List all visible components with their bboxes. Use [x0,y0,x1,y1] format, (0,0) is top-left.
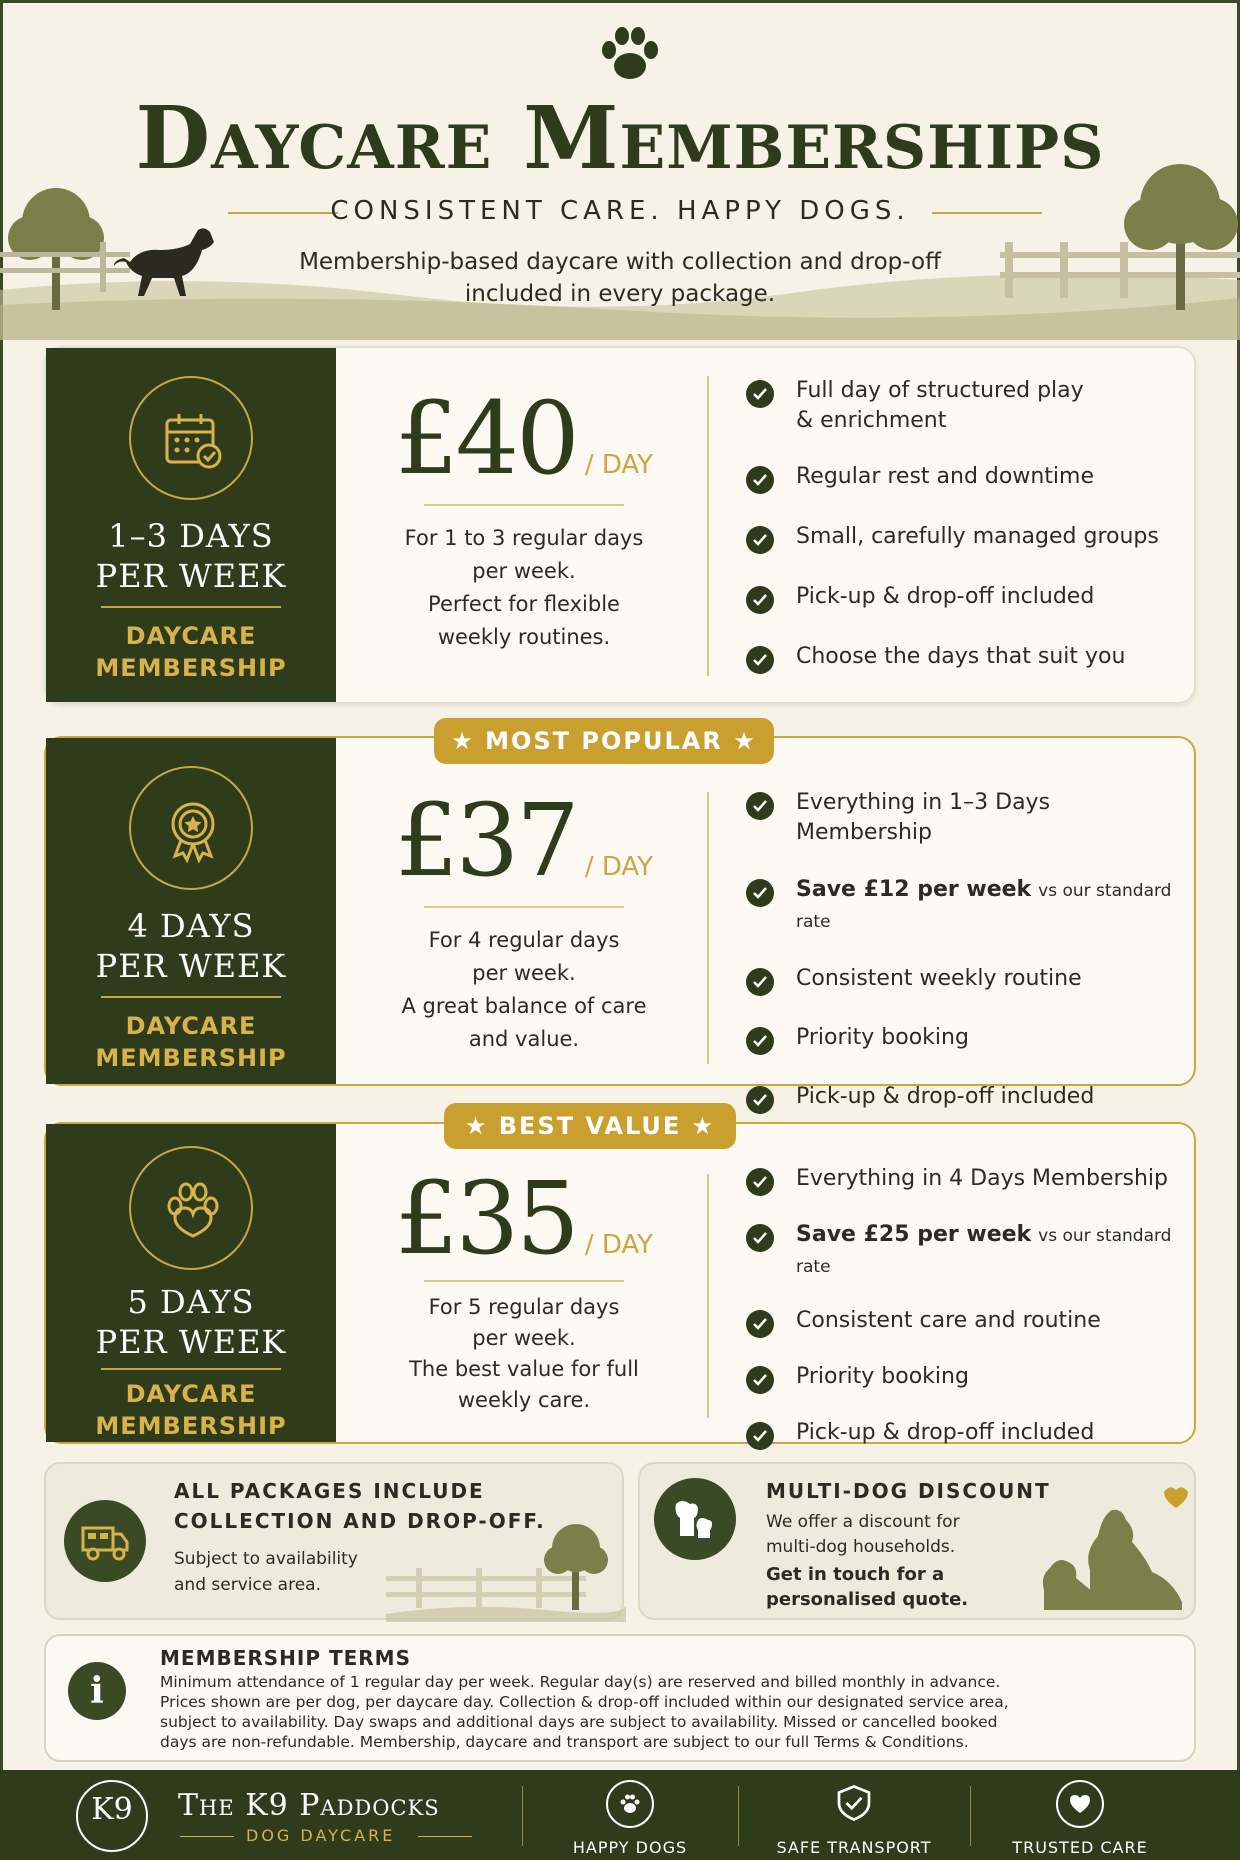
feature-text: Pick-up & drop-off included [796,1084,1095,1109]
plan-desc-line: per week. [472,1326,576,1350]
check-icon [746,1224,774,1252]
feature-item [746,1306,1186,1338]
feature-text: Consistent weekly routine [796,966,1082,991]
feature-item [746,1220,1186,1282]
plan-desc-line: The best value for full [409,1357,639,1381]
feature-item [746,462,1186,494]
plan-per-week: PER WEEK [95,1323,287,1361]
footer-item-label: TRUSTED CARE [1012,1838,1148,1857]
transport-heading: ALL PACKAGES INCLUDE [174,1479,485,1503]
transport-text-2: and service area. [174,1575,321,1595]
paw-icon [606,1780,654,1828]
plan-per-week: PER WEEK [95,947,287,985]
column-divider [707,1174,709,1418]
shield-check-icon [830,1780,878,1828]
check-icon [746,1366,774,1394]
transport-heading-2: COLLECTION AND DROP-OFF. [174,1509,546,1533]
multidog-cta-2: personalised quote. [766,1589,969,1610]
subtitle: Membership-based daycare with collection and drop-off included in every package. [299,249,941,307]
check-icon [746,646,774,674]
feature-text: Pick-up & drop-off included [796,584,1095,609]
plan-desc-line: weekly routines. [437,625,611,649]
plan-icon-ring [129,1146,253,1270]
plan-desc-line: and value. [468,1027,580,1051]
plan-price: £40 [394,380,577,497]
feature-text: Full day of structured play [796,378,1084,403]
multidog-text: We offer a discount for [766,1512,960,1532]
quote-link[interactable] [766,1562,996,1612]
feature-list [746,376,1186,674]
plan-side-panel [46,348,336,702]
two-dogs-icon [670,1496,720,1542]
footer-separator [970,1786,971,1846]
page-title: Daycare Memberships [135,88,1105,189]
plan-side-panel [46,1124,336,1442]
feature-item [746,1418,1186,1450]
plan-price: £35 [394,1160,577,1277]
award-rosette-icon [161,798,225,862]
feature-item [746,964,1186,996]
feature-item [746,1362,1186,1394]
feature-small-text: vs our standard rate [796,1226,1172,1277]
plan-price: £37 [394,782,577,899]
column-divider [707,376,709,676]
plan-description [336,1292,712,1416]
feature-item [746,522,1186,554]
feature-text: Everything in 1–3 Days Membership [796,790,1051,845]
feature-text: Consistent care and routine [796,1308,1101,1333]
fence-tree-illustration [386,1524,626,1622]
feature-item [746,642,1186,674]
plan-per-day: / DAY [584,1230,654,1260]
plan-membership-label-2: MEMBERSHIP [95,1044,287,1072]
check-icon [746,526,774,554]
plan-membership-label: DAYCARE [125,1012,257,1040]
plan-icon-ring [129,766,253,890]
check-icon [746,466,774,494]
paw-heart-icon [161,1178,225,1242]
header [0,0,1240,340]
terms-line: subject to availability. Day swaps and additional days are subject to availability. Missed or cancelled booked [160,1713,998,1731]
multi-dog-discount-box[interactable] [638,1462,1196,1620]
brand-name: The K9 Paddocks [178,1788,440,1823]
feature-item [746,1082,1186,1114]
check-icon [746,1422,774,1450]
plan-membership-label: DAYCARE [125,622,257,650]
check-icon [746,1027,774,1055]
brand-rule-right [418,1836,472,1837]
price-rule [424,504,624,506]
plan-desc-line: For 4 regular days [428,928,620,952]
plan-desc-line: Perfect for flexible [428,592,620,616]
transport-text: Subject to availability [174,1549,358,1569]
price-column [336,738,712,1084]
feature-text: Priority booking [796,1025,969,1050]
heart-icon [1056,1780,1104,1828]
feature-text-2: & enrichment [796,408,947,433]
feature-text: Choose the days that suit you [796,644,1126,669]
plan-per-week: PER WEEK [95,557,287,595]
transport-info-box [44,1462,624,1620]
feature-bold-text: Save £12 per week [796,877,1032,902]
van-icon [80,1518,130,1564]
price-rule [424,1280,624,1282]
plan-desc-line: per week. [472,559,576,583]
plan-description [336,522,712,654]
terms-text [160,1672,1180,1752]
terms-line: Prices shown are per dog, per daycare day. Collection & drop-off included within our designated service area, [160,1693,1009,1711]
calendar-icon [161,408,225,472]
feature-text: Small, carefully managed groups [796,524,1159,549]
check-icon [746,1310,774,1338]
check-icon [746,1086,774,1114]
footer-separator [522,1786,523,1846]
feature-small-text: vs our standard rate [796,881,1172,932]
feature-text: Regular rest and downtime [796,464,1094,489]
plan-days: 5 DAYS [127,1283,255,1321]
price-column [336,1124,712,1442]
multidog-icon-circle [654,1478,736,1560]
price-column [336,348,712,702]
side-divider [101,1368,281,1370]
logo [76,1780,148,1852]
plan-desc-line: For 1 to 3 regular days [404,526,644,550]
check-icon [746,879,774,907]
plan-desc-line: A great balance of care [401,994,647,1018]
feature-text: Everything in 4 Days Membership [796,1166,1169,1191]
logo-text: K9 [91,1792,133,1827]
plan-membership-label-2: MEMBERSHIP [95,1412,287,1440]
feature-list [746,788,1186,1114]
terms-line: Minimum attendance of 1 regular day per week. Regular day(s) are reserved and billed monthly in advance. [160,1673,1001,1691]
plan-desc-line: weekly care. [457,1388,591,1412]
plan-per-day: / DAY [584,450,654,480]
check-icon [746,380,774,408]
column-divider [707,792,709,1064]
plan-icon-ring [129,376,253,500]
feature-bold-text: Save £25 per week [796,1222,1032,1247]
check-icon [746,792,774,820]
footer-item-label: HAPPY DOGS [572,1838,688,1857]
paw-icon [595,20,665,90]
most-popular-badge: ★ MOST POPULAR ★ [434,718,774,764]
plan-card-1-3-days[interactable] [44,346,1196,704]
feature-text: Pick-up & drop-off included [796,1420,1095,1445]
multidog-heading: MULTI-DOG DISCOUNT [766,1479,1051,1503]
check-icon [746,968,774,996]
plan-card-5-days[interactable] [44,1122,1196,1444]
info-icon: i [68,1662,126,1720]
best-value-badge: ★ BEST VALUE ★ [444,1103,736,1149]
footer-item-safe-transport [754,1780,954,1857]
feature-item [746,376,1186,436]
multidog-cta: Get in touch for a [766,1564,945,1585]
feature-item [746,582,1186,614]
footer-item-label: SAFE TRANSPORT [776,1838,932,1857]
plan-description [336,924,712,1056]
feature-item [746,875,1186,937]
price-rule [424,906,624,908]
dogs-illustration [1000,1478,1196,1622]
footer-item-trusted-care [980,1780,1180,1857]
brand-rule-left [180,1836,234,1837]
check-icon [746,1168,774,1196]
feature-list [746,1164,1186,1450]
footer-item-happy-dogs [530,1780,730,1857]
footer [0,1770,1240,1860]
plan-per-day: / DAY [584,852,654,882]
plan-membership-label: DAYCARE [125,1380,257,1408]
feature-text: Priority booking [796,1364,969,1389]
feature-item [746,788,1186,848]
footer-separator [738,1786,739,1846]
transport-icon-circle [64,1500,146,1582]
membership-terms [44,1634,1196,1762]
plan-days: 1–3 DAYS [108,517,274,555]
plan-days: 4 DAYS [127,907,255,945]
check-icon [746,586,774,614]
brand-subtitle: DOG DAYCARE [246,1826,396,1845]
tagline: CONSISTENT CARE. HAPPY DOGS. [330,196,910,226]
plan-desc-line: per week. [472,961,576,985]
terms-line: days are non-refundable. Membership, daycare and transport are subject to our full Terms & Conditions. [160,1733,969,1751]
plan-desc-line: For 5 regular days [428,1295,620,1319]
side-divider [101,606,281,608]
plan-side-panel [46,738,336,1084]
multidog-text-2: multi-dog households. [766,1537,956,1557]
plan-membership-label-2: MEMBERSHIP [95,654,287,682]
terms-heading: MEMBERSHIP TERMS [160,1646,411,1670]
feature-item [746,1023,1186,1055]
plan-card-4-days[interactable] [44,736,1196,1109]
side-divider [101,996,281,998]
feature-item [746,1164,1186,1196]
